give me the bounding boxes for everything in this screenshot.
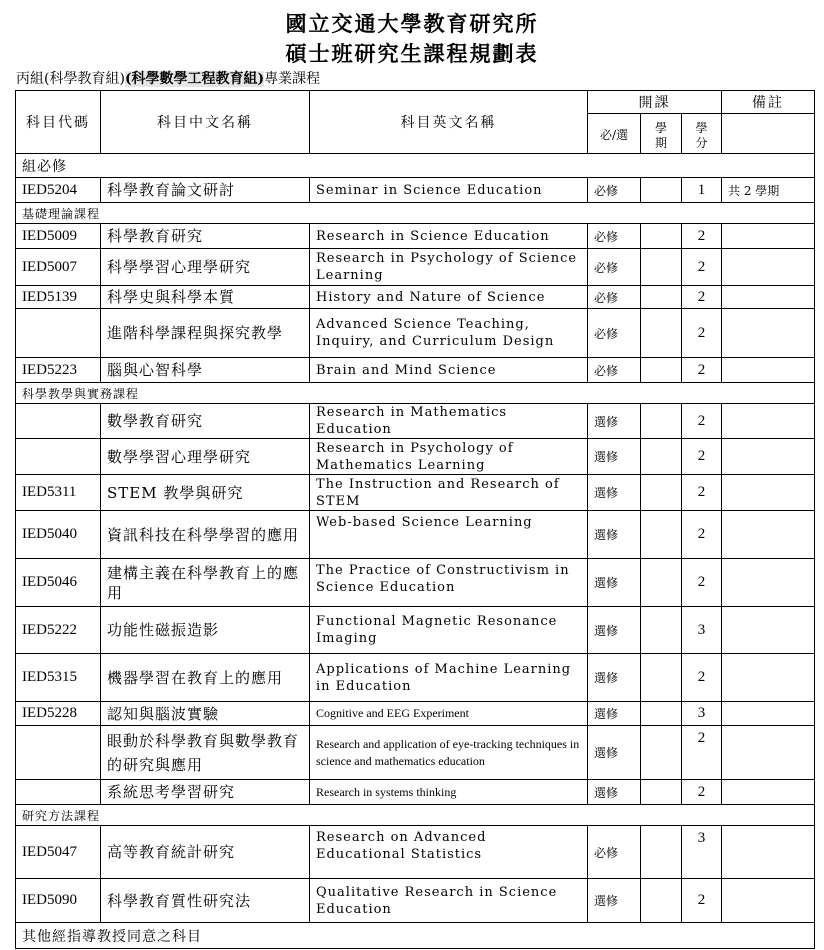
course-semester [641,178,682,203]
subtitle-highlight: (科學數學工程教育組) [124,71,265,87]
course-required: 選修 [588,607,641,654]
course-note [722,249,815,286]
course-code: IED5046 [16,559,101,607]
course-zh-name: 科學史與科學本質 [101,286,310,309]
table-row [16,702,815,726]
course-zh-name: 認知與腦波實驗 [101,702,310,726]
course-zh-name: 科學學習心理學研究 [101,249,310,286]
document-subtitle [16,68,320,88]
table-row [16,780,815,805]
table-row [16,879,815,923]
table-row [16,178,815,203]
course-note: 共 2 學期 [722,178,815,203]
course-note [722,654,815,702]
course-semester [641,879,682,923]
course-required: 必修 [588,178,641,203]
course-required: 選修 [588,404,641,439]
header-en-name: 科目英文名稱 [310,91,588,154]
course-note [722,224,815,249]
course-en-name: Research in Psychology of Mathematics Learning [310,439,588,475]
course-required: 選修 [588,879,641,923]
course-zh-name: STEM 教學與研究 [101,475,310,511]
course-required: 必修 [588,358,641,383]
course-semester [641,358,682,383]
course-semester [641,702,682,726]
table-row [16,607,815,654]
course-zh-name: 數學教育研究 [101,404,310,439]
course-note [722,559,815,607]
course-required: 選修 [588,475,641,511]
course-note [722,511,815,559]
course-semester [641,309,682,358]
table-row [16,826,815,879]
course-credits: 2 [682,559,722,607]
course-required: 選修 [588,559,641,607]
course-code: IED5204 [16,178,101,203]
course-credits: 3 [682,607,722,654]
course-zh-name: 科學教育論文研討 [101,178,310,203]
course-code [16,404,101,439]
course-note [722,607,815,654]
course-code [16,726,101,780]
course-en-name: History and Nature of Science [310,286,588,309]
course-en-name: The Practice of Constructivism in Science Education [310,559,588,607]
course-semester [641,726,682,780]
course-en-name: Research on Advanced Educational Statistics [310,826,588,879]
course-credits: 2 [682,511,722,559]
course-code: IED5315 [16,654,101,702]
header-code: 科目代碼 [16,91,101,154]
course-en-name: Web-based Science Learning [310,511,588,559]
course-en-name: Research in Psychology of Science Learning [310,249,588,286]
course-note [722,780,815,805]
document-title-line2: 碩士班研究生課程規劃表 [285,41,539,66]
course-code: IED5047 [16,826,101,879]
table-row [16,358,815,383]
course-semester [641,780,682,805]
course-code: IED5222 [16,607,101,654]
course-zh-name: 高等教育統計研究 [101,826,310,879]
course-credits: 2 [682,780,722,805]
course-required: 必修 [588,309,641,358]
course-semester [641,475,682,511]
table-row [16,726,815,780]
course-en-name: Seminar in Science Education [310,178,588,203]
course-code: IED5040 [16,511,101,559]
course-note [722,475,815,511]
course-note [722,439,815,475]
course-code: IED5139 [16,286,101,309]
course-semester [641,607,682,654]
course-semester [641,511,682,559]
header-credits: 學分 [682,114,722,154]
header-row-top [16,91,815,114]
course-credits: 2 [682,879,722,923]
course-code: IED5311 [16,475,101,511]
course-en-name: The Instruction and Research of STEM [310,475,588,511]
course-required: 必修 [588,249,641,286]
course-credits: 1 [682,178,722,203]
course-credits: 2 [682,249,722,286]
section-group-required: 組必修 [16,154,815,178]
course-zh-name: 腦與心智科學 [101,358,310,383]
course-semester [641,826,682,879]
course-credits: 2 [682,286,722,309]
course-credits: 2 [682,726,722,780]
course-required: 選修 [588,726,641,780]
table-row [16,309,815,358]
course-code [16,439,101,475]
course-en-name: Research in Science Education [310,224,588,249]
course-required: 選修 [588,654,641,702]
course-credits: 2 [682,654,722,702]
course-credits: 2 [682,309,722,358]
course-zh-name: 建構主義在科學教育上的應用 [101,559,310,607]
course-credits: 2 [682,475,722,511]
course-credits: 3 [682,826,722,879]
table-row [16,286,815,309]
course-note [722,826,815,879]
course-en-name: Applications of Machine Learning in Education [310,654,588,702]
header-required: 必/選 [588,114,641,154]
course-zh-name: 眼動於科學教育與數學教育的研究與應用 [101,726,310,780]
table-row [16,249,815,286]
course-plan-table [15,90,815,949]
course-note [722,702,815,726]
course-en-name: Brain and Mind Science [310,358,588,383]
table-row [16,404,815,439]
table-row [16,511,815,559]
table-row [16,439,815,475]
section-foundation: 基礎理論課程 [16,203,815,224]
section-practice: 科學教學與實務課程 [16,383,815,404]
course-zh-name: 科學教育質性研究法 [101,879,310,923]
header-remarks: 備註 [722,91,815,114]
course-semester [641,404,682,439]
course-code [16,780,101,805]
course-note [722,404,815,439]
course-semester [641,439,682,475]
course-en-name: Functional Magnetic Resonance Imaging [310,607,588,654]
course-en-name: Cognitive and EEG Experiment [310,702,588,726]
course-en-name: Advanced Science Teaching, Inquiry, and Curriculum Design [310,309,588,358]
course-semester [641,559,682,607]
course-en-name: Research and application of eye-tracking techniques in science and mathematics education [310,726,588,780]
table-row [16,559,815,607]
table-row [16,224,815,249]
course-required: 選修 [588,702,641,726]
course-zh-name: 數學學習心理學研究 [101,439,310,475]
course-note [722,286,815,309]
course-code: IED5223 [16,358,101,383]
course-required: 必修 [588,224,641,249]
document-title-line1: 國立交通大學教育研究所 [285,11,539,36]
course-semester [641,249,682,286]
course-semester [641,224,682,249]
header-remarks-empty [722,114,815,154]
course-credits: 2 [682,439,722,475]
course-zh-name: 系統思考學習研究 [101,780,310,805]
course-credits: 2 [682,404,722,439]
course-code: IED5228 [16,702,101,726]
course-note [722,309,815,358]
course-code [16,309,101,358]
course-required: 必修 [588,286,641,309]
course-note [722,358,815,383]
course-zh-name: 機器學習在教育上的應用 [101,654,310,702]
course-zh-name: 資訊科技在科學學習的應用 [101,511,310,559]
subtitle-suffix: 專業課程 [264,71,321,87]
course-en-name: Research in Mathematics Education [310,404,588,439]
course-required: 選修 [588,511,641,559]
table-row [16,475,815,511]
table-row [16,654,815,702]
header-semester: 學期 [641,114,682,154]
course-note [722,879,815,923]
course-credits: 2 [682,224,722,249]
course-credits: 3 [682,702,722,726]
header-zh-name: 科目中文名稱 [101,91,310,154]
course-zh-name: 科學教育研究 [101,224,310,249]
course-required: 選修 [588,780,641,805]
course-zh-name: 功能性磁振造影 [101,607,310,654]
course-code: IED5009 [16,224,101,249]
course-code: IED5090 [16,879,101,923]
table-footer-note: 其他經指導教授同意之科目 [16,923,815,949]
course-zh-name: 進階科學課程與探究教學 [101,309,310,358]
course-note [722,726,815,780]
course-credits: 2 [682,358,722,383]
subtitle-prefix: 丙組(科學教育組) [16,71,125,87]
course-required: 必修 [588,826,641,879]
course-en-name: Research in systems thinking [310,780,588,805]
course-semester [641,654,682,702]
section-methods: 研究方法課程 [16,805,815,826]
course-semester [641,286,682,309]
course-code: IED5007 [16,249,101,286]
course-required: 選修 [588,439,641,475]
header-offering: 開課 [588,91,722,114]
course-en-name: Qualitative Research in Science Education [310,879,588,923]
